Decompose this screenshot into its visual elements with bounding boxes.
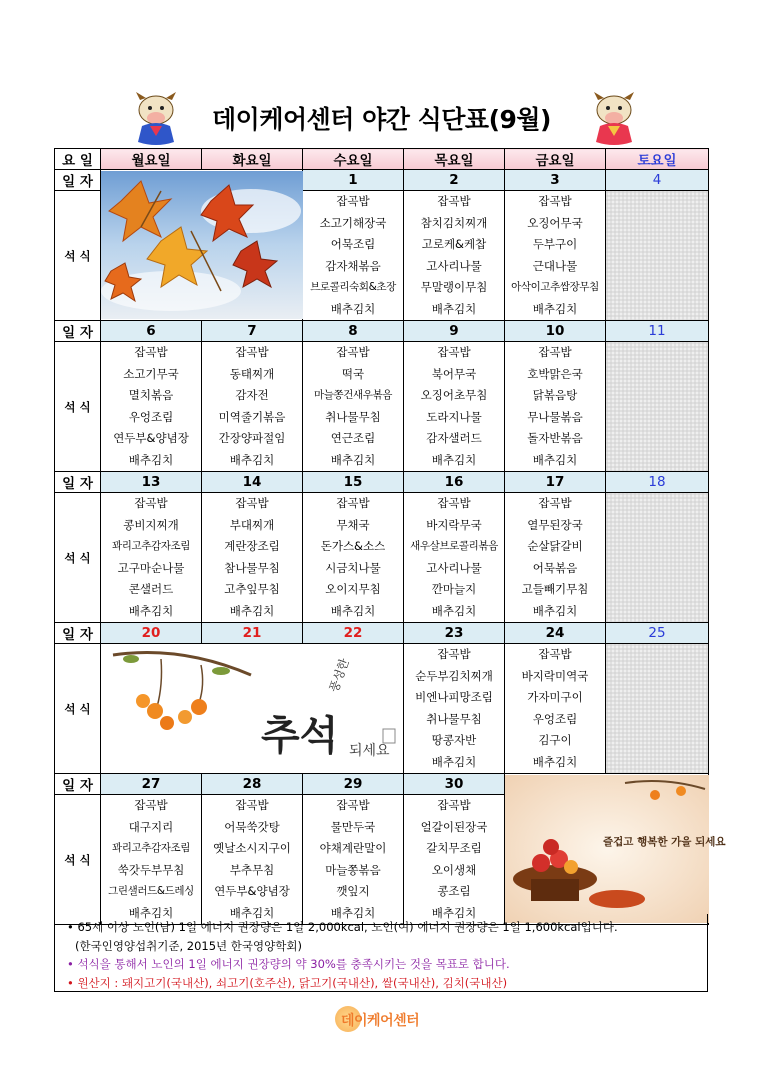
date-cell: 16 — [404, 472, 505, 493]
meal-cell — [303, 493, 404, 623]
menu-item: 연두부&양념장 — [113, 431, 189, 445]
note-energy: • 65세 이상 노인(남) 1일 에너지 권장량은 1일 2,000kcal, 노인(여) 에너지 권장량은 1일 1,600kcal입니다. — [67, 920, 618, 934]
meal-cell — [101, 493, 202, 623]
date-row — [55, 170, 709, 191]
menu-item: 배추김치 — [532, 603, 578, 618]
menu-item: 닭볶음탕 — [532, 388, 578, 402]
date-row — [55, 321, 709, 342]
menu-item: 배추김치 — [330, 905, 376, 920]
header-monday: 월요일 — [101, 149, 202, 170]
footer-logo — [325, 1004, 439, 1040]
menu-item: 배추김치 — [431, 301, 477, 316]
menu-item: 고사리나물 — [426, 258, 482, 273]
menu-item: 깻잎지 — [336, 884, 370, 898]
note-origin: • 원산지 : 돼지고기(국내산), 쇠고기(호주산), 닭고기(국내산), 쌀(국내산), 김치(국내산) — [67, 975, 508, 990]
menu-item: 잡곡밥 — [538, 194, 572, 208]
date-cell: 1 — [303, 170, 404, 191]
date-cell-saturday: 4 — [606, 170, 709, 191]
date-cell-holiday: 22 — [303, 623, 404, 644]
meal-cell — [404, 795, 505, 925]
menu-item: 배추김치 — [431, 905, 477, 920]
note-goal: • 석식을 통해서 노인의 1일 에너지 권장량의 약 30%를 충족시키는 것을 목표로 합니다. — [67, 957, 510, 971]
menu-item: 배추김치 — [229, 905, 275, 920]
menu-item: 고들빼기무침 — [521, 582, 589, 596]
menu-item: 잡곡밥 — [437, 194, 471, 208]
meal-cell — [101, 795, 202, 925]
menu-item: 잡곡밥 — [538, 345, 572, 359]
menu-item: 미역줄기볶음 — [218, 409, 286, 424]
date-cell: 23 — [404, 623, 505, 644]
saturday-empty-cell — [606, 191, 709, 321]
menu-item: 연두부&양념장 — [214, 884, 290, 898]
menu-item: 마늘쫑볶음 — [325, 862, 381, 877]
menu-item: 잡곡밥 — [134, 496, 168, 510]
header-saturday: 토요일 — [606, 149, 709, 170]
menu-item: 열무된장국 — [527, 517, 583, 532]
row-label-meal: 석 식 — [55, 493, 101, 623]
menu-item: 오징어초무침 — [420, 388, 488, 402]
meal-cell — [505, 342, 606, 472]
menu-item: 감자채볶음 — [325, 258, 381, 273]
menu-item: 깐마늘지 — [431, 582, 477, 596]
header-thursday: 목요일 — [404, 149, 505, 170]
menu-item: 배추김치 — [330, 603, 376, 618]
menu-item: 호박맑은국 — [527, 366, 583, 381]
menu-item: 취나물무침 — [426, 711, 482, 726]
menu-item: 꽈리고추감자조림 — [112, 540, 190, 552]
date-cell-holiday: 21 — [202, 623, 303, 644]
menu-item: 콩비지찌개 — [123, 517, 179, 532]
menu-item: 물만두국 — [330, 819, 376, 834]
menu-item: 잡곡밥 — [437, 798, 471, 812]
menu-item: 얼갈이된장국 — [420, 819, 488, 834]
chuseok-image — [101, 644, 404, 774]
menu-item: 배추김치 — [330, 301, 376, 316]
chuseok-bottom-text: 되세요 — [349, 742, 390, 759]
row-label-date: 일 자 — [55, 774, 101, 795]
menu-item: 부추무침 — [229, 862, 275, 877]
menu-item: 부대찌개 — [229, 517, 275, 532]
date-cell: 29 — [303, 774, 404, 795]
menu-item: 배추김치 — [128, 603, 174, 618]
menu-item: 김구이 — [538, 733, 572, 747]
menu-item: 고로케&케찹 — [421, 237, 487, 251]
menu-item: 배추김치 — [431, 452, 477, 467]
menu-item: 야채계란말이 — [319, 841, 387, 855]
menu-item: 간장양파절임 — [218, 431, 286, 445]
chuseok-top-text: 풍성한 — [326, 656, 352, 694]
date-cell: 27 — [101, 774, 202, 795]
menu-item: 순살닭갈비 — [527, 539, 583, 553]
menu-item: 잡곡밥 — [336, 194, 370, 208]
menu-item: 배추김치 — [532, 301, 578, 316]
menu-item: 동태찌개 — [229, 366, 275, 381]
menu-item: 마늘쫑건새우볶음 — [314, 389, 392, 401]
menu-item: 연근조림 — [330, 431, 376, 445]
menu-item: 잡곡밥 — [437, 647, 471, 661]
date-row — [55, 623, 709, 644]
menu-item: 잡곡밥 — [235, 345, 269, 359]
menu-item: 잡곡밥 — [134, 345, 168, 359]
menu-item: 근대나물 — [532, 258, 578, 273]
meal-cell — [404, 644, 505, 774]
menu-item: 잡곡밥 — [538, 496, 572, 510]
saturday-empty-cell — [606, 644, 709, 774]
date-cell-holiday: 20 — [101, 623, 202, 644]
row-label-date: 일 자 — [55, 170, 101, 191]
menu-item: 배추김치 — [128, 452, 174, 467]
menu-item: 새우살브로콜리볶음 — [410, 540, 498, 552]
menu-item: 감자전 — [235, 388, 269, 402]
meal-cell — [404, 191, 505, 321]
row-label-date: 일 자 — [55, 623, 101, 644]
menu-item: 참치김치찌개 — [420, 215, 488, 230]
menu-item: 참나물무침 — [224, 560, 280, 575]
menu-item: 잡곡밥 — [336, 496, 370, 510]
menu-item: 두부구이 — [532, 237, 578, 251]
menu-item: 도라지나물 — [426, 409, 482, 424]
menu-item: 우엉조림 — [532, 711, 578, 726]
menu-item: 배추김치 — [431, 603, 477, 618]
date-cell: 13 — [101, 472, 202, 493]
menu-item: 콘샐러드 — [128, 582, 174, 596]
menu-item: 무말랭이무침 — [420, 280, 488, 294]
menu-item: 잡곡밥 — [235, 496, 269, 510]
row-label-meal: 석 식 — [55, 795, 101, 925]
persimmon-branch-icon — [101, 645, 404, 773]
menu-item: 옛날소시지구이 — [213, 841, 291, 855]
meal-row — [55, 342, 709, 472]
row-label-date: 일 자 — [55, 321, 101, 342]
menu-item: 잡곡밥 — [336, 345, 370, 359]
date-cell: 2 — [404, 170, 505, 191]
autumn-leaves-image — [101, 170, 303, 321]
menu-item: 꽈리고추감자조림 — [112, 842, 190, 854]
menu-item: 대구지리 — [128, 819, 174, 834]
meal-cell — [303, 191, 404, 321]
saturday-empty-cell — [606, 493, 709, 623]
menu-item: 순두부김치찌개 — [415, 668, 493, 683]
date-cell: 28 — [202, 774, 303, 795]
menu-item: 쑥갓두부무침 — [117, 862, 185, 877]
menu-item: 잡곡밥 — [437, 496, 471, 510]
menu-item: 오이지무침 — [325, 582, 381, 596]
meal-row — [55, 493, 709, 623]
menu-item: 아삭이고추쌈장무침 — [511, 281, 599, 293]
row-label-meal: 석 식 — [55, 191, 101, 321]
date-cell: 3 — [505, 170, 606, 191]
meal-cell — [505, 644, 606, 774]
date-row — [55, 774, 709, 795]
date-cell: 8 — [303, 321, 404, 342]
menu-item: 바지락무국 — [426, 517, 482, 532]
menu-item: 그린샐러드&드레싱 — [108, 885, 194, 897]
header-label: 요 일 — [55, 149, 101, 170]
menu-item: 어묵조림 — [330, 237, 376, 251]
menu-item: 가자미구이 — [527, 690, 583, 704]
menu-item: 바지락미역국 — [521, 668, 589, 683]
menu-item: 돌자반볶음 — [527, 431, 583, 445]
menu-item: 땅콩자반 — [431, 733, 477, 747]
menu-item: 배추김치 — [128, 905, 174, 920]
menu-item: 배추김치 — [229, 452, 275, 467]
menu-item: 잡곡밥 — [134, 798, 168, 812]
menu-item: 고구마순나물 — [117, 560, 185, 575]
date-cell: 17 — [505, 472, 606, 493]
menu-item: 북어무국 — [431, 366, 477, 381]
date-cell-saturday: 25 — [606, 623, 709, 644]
meal-cell — [505, 191, 606, 321]
menu-item: 감자샐러드 — [426, 431, 482, 445]
header-tuesday: 화요일 — [202, 149, 303, 170]
header — [0, 92, 763, 148]
menu-item: 어묵쑥갓탕 — [224, 819, 280, 834]
menu-item: 배추김치 — [431, 754, 477, 769]
menu-item: 배추김치 — [330, 452, 376, 467]
menu-item: 배추김치 — [532, 452, 578, 467]
autumn-leaves-icon — [101, 171, 303, 319]
date-cell: 24 — [505, 623, 606, 644]
menu-item: 떡국 — [341, 366, 365, 381]
header-wednesday: 수요일 — [303, 149, 404, 170]
row-label-meal: 석 식 — [55, 644, 101, 774]
menu-item: 오이생채 — [431, 862, 477, 877]
meal-row — [55, 644, 709, 774]
date-cell: 14 — [202, 472, 303, 493]
header-friday: 금요일 — [505, 149, 606, 170]
menu-item: 무나물볶음 — [527, 409, 583, 424]
holiday-greeting-text: 즐겁고 행복한 가을 되세요 — [603, 836, 726, 848]
menu-item: 취나물무침 — [325, 409, 381, 424]
meal-cell — [101, 342, 202, 472]
meal-cell — [404, 493, 505, 623]
holiday-table-icon — [505, 775, 726, 923]
mascot-icon — [588, 92, 640, 148]
weekday-header-row — [55, 149, 709, 170]
date-cell-saturday: 11 — [606, 321, 709, 342]
menu-item: 갈치무조림 — [426, 841, 482, 855]
menu-item: 돈가스&소스 — [320, 539, 386, 553]
menu-item: 어묵볶음 — [532, 560, 578, 575]
menu-item: 시금치나물 — [325, 560, 381, 575]
date-cell: 10 — [505, 321, 606, 342]
saturday-empty-cell — [606, 342, 709, 472]
meal-cell — [404, 342, 505, 472]
menu-item: 우엉조림 — [128, 409, 174, 424]
page-title: 데이케어센터 야간 식단표(9월) — [212, 105, 551, 134]
note-source: (한국인영양섭취기준, 2015년 한국영양학회) — [75, 938, 302, 953]
holiday-table-image — [505, 774, 726, 925]
menu-item: 무채국 — [336, 517, 370, 532]
menu-item: 잡곡밥 — [235, 798, 269, 812]
menu-item: 잡곡밥 — [336, 798, 370, 812]
menu-item: 오징어무국 — [527, 215, 583, 230]
date-cell: 6 — [101, 321, 202, 342]
row-label-meal: 석 식 — [55, 342, 101, 472]
date-cell: 30 — [404, 774, 505, 795]
meal-cell — [303, 342, 404, 472]
menu-item: 잡곡밥 — [538, 647, 572, 661]
meal-cell — [202, 795, 303, 925]
menu-item: 콩조림 — [437, 884, 471, 898]
meal-cell — [202, 342, 303, 472]
footer-logo-text: 데이케어센터 — [341, 1013, 420, 1029]
meal-cell — [202, 493, 303, 623]
date-cell: 9 — [404, 321, 505, 342]
meal-cell — [505, 493, 606, 623]
menu-item: 배추김치 — [532, 754, 578, 769]
row-label-date: 일 자 — [55, 472, 101, 493]
menu-item: 브로콜리숙회&초장 — [310, 281, 396, 293]
chuseok-big-text: 추석 — [261, 711, 339, 759]
date-cell: 7 — [202, 321, 303, 342]
date-row — [55, 472, 709, 493]
seal-icon — [383, 729, 395, 743]
menu-item: 소고기해장국 — [319, 215, 387, 230]
menu-item: 멸치볶음 — [128, 388, 174, 402]
menu-item: 고사리나물 — [426, 560, 482, 575]
menu-item: 계란장조림 — [224, 539, 280, 553]
date-cell: 15 — [303, 472, 404, 493]
menu-item: 배추김치 — [229, 603, 275, 618]
meal-cell — [303, 795, 404, 925]
menu-item: 비엔나피망조림 — [415, 690, 493, 704]
menu-table — [54, 148, 726, 925]
date-cell-saturday: 18 — [606, 472, 709, 493]
menu-item: 소고기무국 — [123, 366, 179, 381]
menu-item: 고추잎무침 — [224, 582, 280, 596]
notes-box — [54, 914, 708, 992]
menu-item: 잡곡밥 — [437, 345, 471, 359]
